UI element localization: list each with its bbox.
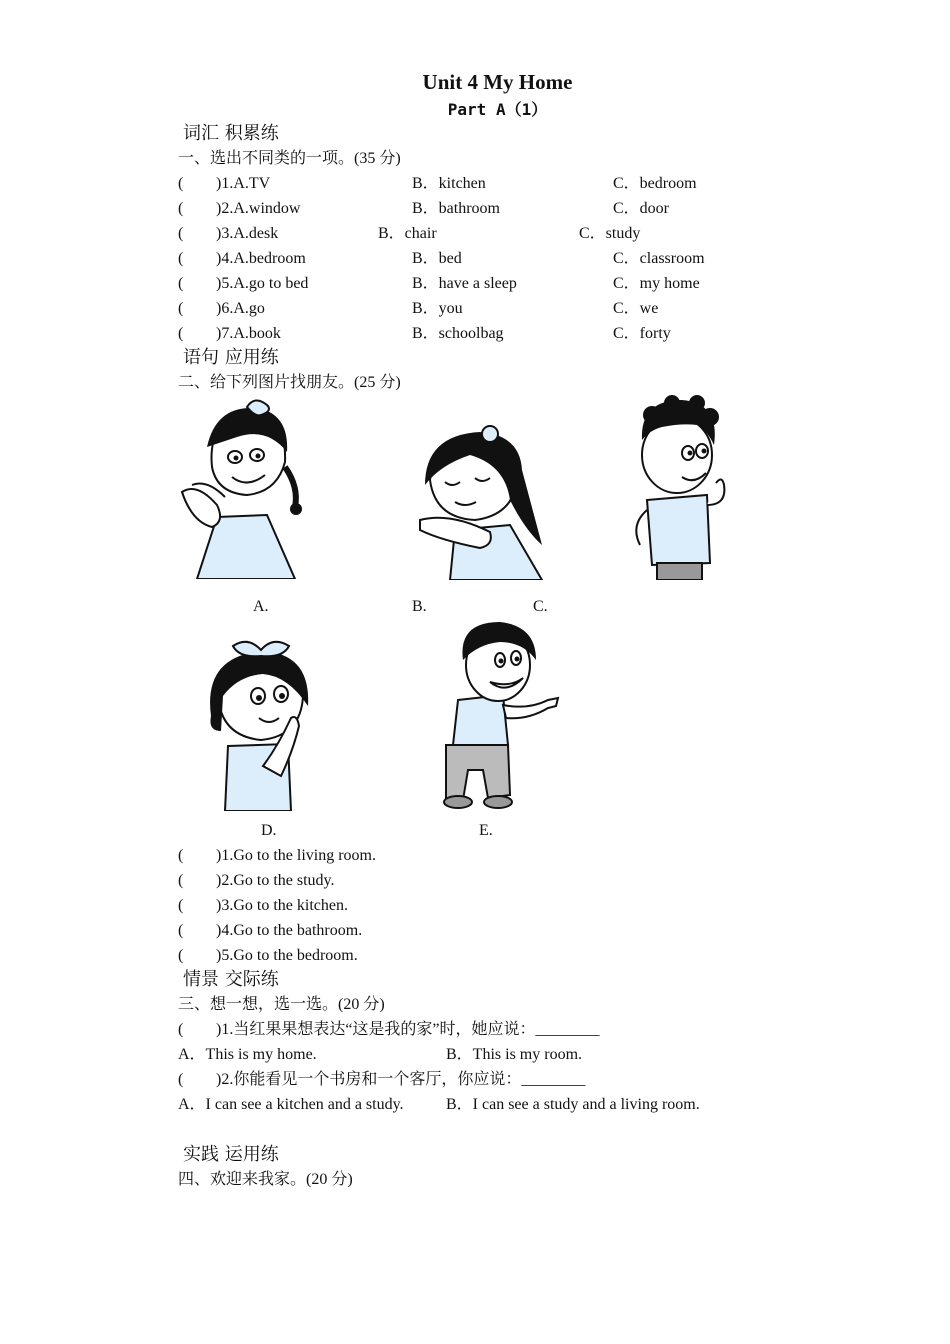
picture-label-e: E. [479,822,493,839]
list-item: ( )4.A.bedroom [178,250,306,267]
option-c: C．classroom [613,250,705,267]
picture-label-b: B. [412,598,427,615]
option-c: C．we [613,300,659,317]
section-heading-sentence: 语句 应用练 [183,347,279,368]
section-heading-practice: 实践 运用练 [183,1144,279,1165]
picture-a-girl-clapping [177,397,313,579]
option-c: C．forty [613,325,671,342]
option-b: B．have a sleep [412,275,517,292]
list-item: ( )7.A.book [178,325,281,342]
option-b: B．chair [378,225,437,242]
picture-c-boy-flexing [612,395,749,580]
part3-instruction: 三、想一想，选一选。(20 分) [178,996,385,1013]
part3-q2-option-b: B．I can see a study and a living room. [446,1096,700,1113]
option-c: C．door [613,200,670,217]
list-item: ( )3.A.desk [178,225,279,242]
part3-q2-option-a: A．I can see a kitchen and a study. [178,1096,404,1113]
picture-label-d: D. [261,822,277,839]
picture-label-c: C. [533,598,548,615]
option-b: B．schoolbag [412,325,504,342]
section-heading-vocab: 词汇 积累练 [183,123,279,144]
option-b: B．kitchen [412,175,486,192]
part3-question-2: ( )2.你能看见一个书房和一个客厅，你应说：________ [178,1071,586,1088]
list-item: ( )3.Go to the kitchen. [178,897,348,914]
list-item: ( )5.Go to the bedroom. [178,947,358,964]
list-item: ( )1.A.TV [178,175,271,192]
list-item: ( )4.Go to the bathroom. [178,922,363,939]
list-item: ( )2.A.window [178,200,301,217]
option-c: C．study [579,225,641,242]
option-b: B．you [412,300,463,317]
option-c: C．my home [613,275,700,292]
part3-q1-option-b: B．This is my room. [446,1046,583,1063]
picture-e-boy-pointing [428,620,565,812]
part3-q1-option-a: A．This is my home. [178,1046,317,1063]
part1-instruction: 一、选出不同类的一项。(35 分) [178,150,401,167]
picture-b-girl-sleeping [410,420,548,580]
option-b: B．bed [412,250,462,267]
list-item: ( )1.Go to the living room. [178,847,376,864]
option-b: B．bathroom [412,200,500,217]
list-item: ( )5.A.go to bed [178,275,309,292]
page-subtitle: Part A（1） [447,100,548,119]
picture-d-girl-thinking [193,636,329,811]
picture-label-a: A. [253,598,269,615]
part3-question-1: ( )1.当红果果想表达“这是我的家”时，她应说：________ [178,1021,600,1038]
option-c: C．bedroom [613,175,697,192]
list-item: ( )6.A.go [178,300,265,317]
section-heading-situation: 情景 交际练 [183,969,279,990]
page-title: Unit 4 My Home [422,70,573,94]
list-item: ( )2.Go to the study. [178,872,335,889]
part2-instruction: 二、给下列图片找朋友。(25 分) [178,374,401,391]
part4-instruction: 四、欢迎来我家。(20 分) [178,1171,353,1188]
